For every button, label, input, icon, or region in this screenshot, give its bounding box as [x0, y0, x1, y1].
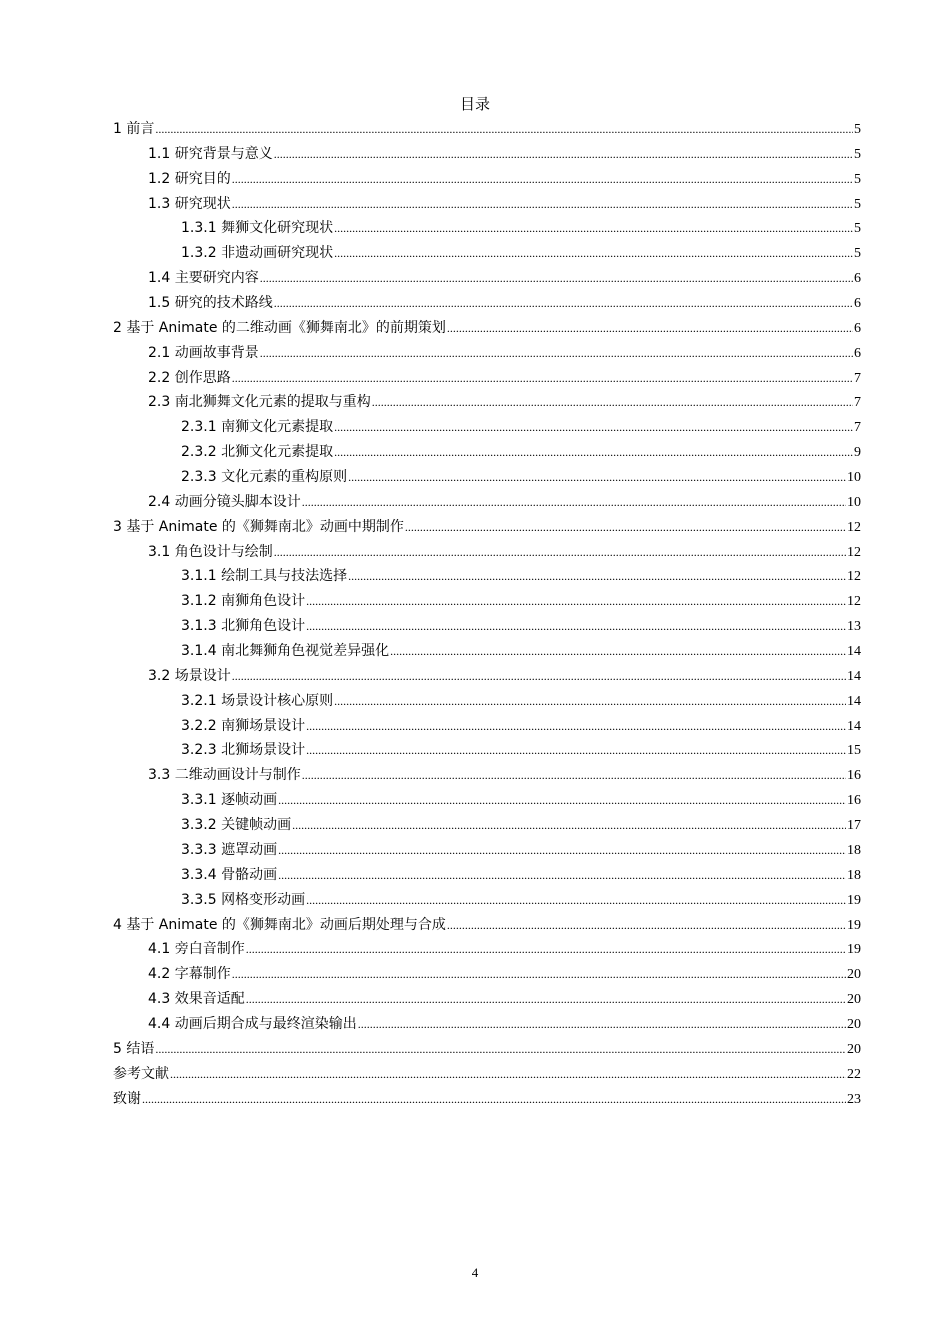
- toc-entry-label: 1 前言: [113, 121, 155, 137]
- toc-entry[interactable]: [113, 266, 861, 291]
- toc-entry[interactable]: [113, 440, 861, 465]
- toc-dot-leader: [260, 341, 853, 366]
- toc-entry[interactable]: [113, 1012, 861, 1037]
- toc-dot-leader: [447, 913, 846, 938]
- toc-dot-leader: [306, 589, 846, 614]
- toc-entry[interactable]: [113, 341, 861, 366]
- toc-entry-page: 10: [847, 470, 861, 486]
- toc-dot-leader: [306, 888, 846, 913]
- toc-entry-page: 6: [854, 271, 861, 287]
- toc-entry-page: 5: [854, 122, 861, 137]
- toc-entry-page: 19: [847, 942, 861, 958]
- toc-entry-label: 3.3.1 逐帧动画: [181, 792, 278, 809]
- toc-entry-page: 9: [854, 445, 861, 461]
- toc-dot-leader: [348, 564, 846, 589]
- toc-entry-page: 5: [854, 246, 861, 262]
- toc-dot-leader: [142, 1087, 846, 1112]
- toc-entry[interactable]: [113, 390, 861, 415]
- toc-entry-label: 1.3.1 舞狮文化研究现状: [181, 220, 334, 237]
- toc-entry[interactable]: [113, 913, 861, 938]
- toc-entry[interactable]: [113, 738, 861, 763]
- table-of-contents: [113, 117, 861, 1111]
- toc-dot-leader: [405, 515, 846, 540]
- toc-entry-label: 2.3.1 南狮文化元素提取: [181, 419, 334, 436]
- toc-dot-leader: [358, 1012, 846, 1037]
- toc-entry[interactable]: [113, 1037, 861, 1062]
- toc-entry-label: 3.3 二维动画设计与制作: [148, 767, 301, 784]
- toc-entry[interactable]: [113, 639, 861, 664]
- toc-entry-page: 7: [854, 395, 861, 411]
- toc-dot-leader: [302, 490, 846, 515]
- toc-entry[interactable]: [113, 192, 861, 217]
- toc-entry-label: 2.1 动画故事背景: [148, 344, 259, 361]
- toc-entry-label: 5 结语: [113, 1040, 155, 1057]
- toc-entry[interactable]: [113, 117, 861, 142]
- toc-entry-label: 4.3 效果音适配: [148, 991, 245, 1008]
- toc-dot-leader: [447, 316, 853, 341]
- toc-entry[interactable]: [113, 291, 861, 316]
- toc-dot-leader: [348, 465, 846, 490]
- toc-entry-label: 3.1.1 绘制工具与技法选择: [181, 568, 348, 585]
- toc-entry[interactable]: [113, 216, 861, 241]
- toc-entry-page: 15: [847, 743, 861, 759]
- toc-entry-label: 2.3.2 北狮文化元素提取: [181, 444, 334, 461]
- toc-entry[interactable]: [113, 589, 861, 614]
- toc-entry[interactable]: [113, 689, 861, 714]
- toc-entry[interactable]: [113, 241, 861, 266]
- toc-entry-page: 14: [847, 718, 861, 734]
- toc-dot-leader: [170, 1062, 846, 1087]
- toc-entry-label: 3.3.2 关键帧动画: [181, 817, 292, 834]
- toc-entry-page: 16: [847, 768, 861, 784]
- toc-entry[interactable]: [113, 515, 861, 540]
- toc-entry-page: 10: [847, 494, 861, 510]
- toc-entry-page: 5: [854, 221, 861, 237]
- toc-entry[interactable]: [113, 614, 861, 639]
- toc-entry-label: 2.2 创作思路: [148, 369, 231, 386]
- toc-dot-leader: [274, 291, 853, 316]
- toc-entry-page: 20: [847, 992, 861, 1008]
- toc-entry-label: 4 基于 Animate 的《狮舞南北》动画后期处理与合成: [113, 916, 446, 933]
- toc-entry[interactable]: [113, 540, 861, 565]
- toc-entry[interactable]: [113, 664, 861, 689]
- toc-entry-page: 20: [847, 1016, 861, 1032]
- toc-entry-label: 2.4 动画分镜头脚本设计: [148, 493, 301, 510]
- toc-entry-page: 20: [847, 1041, 861, 1057]
- toc-entry-page: 5: [854, 171, 861, 187]
- toc-entry[interactable]: [113, 714, 861, 739]
- toc-dot-leader: [155, 1037, 846, 1062]
- toc-dot-leader: [274, 142, 853, 167]
- toc-dot-leader: [232, 664, 846, 689]
- toc-entry[interactable]: [113, 564, 861, 589]
- toc-entry-label: 3.1.2 南狮角色设计: [181, 593, 306, 610]
- toc-entry[interactable]: [113, 316, 861, 341]
- toc-entry[interactable]: [113, 763, 861, 788]
- toc-entry-label: 2.3 南北狮舞文化元素的提取与重构: [148, 394, 371, 411]
- toc-entry-label: 1.1 研究背景与意义: [148, 145, 273, 162]
- toc-entry-label: 3.1 角色设计与绘制: [148, 543, 273, 560]
- toc-entry-page: 19: [847, 892, 861, 908]
- toc-entry-page: 14: [847, 693, 861, 709]
- toc-entry[interactable]: [113, 813, 861, 838]
- toc-entry[interactable]: [113, 987, 861, 1012]
- toc-entry-page: 12: [847, 544, 861, 560]
- toc-dot-leader: [278, 788, 846, 813]
- toc-entry-label: 1.4 主要研究内容: [148, 270, 259, 287]
- toc-entry-label: 3.2.2 南狮场景设计: [181, 717, 306, 734]
- toc-dot-leader: [390, 639, 846, 664]
- toc-dot-leader: [306, 738, 846, 763]
- toc-entry[interactable]: [113, 167, 861, 192]
- toc-dot-leader: [278, 838, 846, 863]
- toc-entry-label: 3.3.4 骨骼动画: [181, 866, 278, 883]
- toc-dot-leader: [302, 763, 846, 788]
- toc-entry-label: 2.3.3 文化元素的重构原则: [181, 469, 348, 486]
- toc-entry-label: 3.3.5 网格变形动画: [181, 891, 306, 908]
- toc-dot-leader: [232, 192, 853, 217]
- toc-dot-leader: [306, 614, 846, 639]
- toc-entry-page: 7: [854, 370, 861, 386]
- toc-dot-leader: [232, 366, 853, 391]
- toc-entry-label: 3.3.3 遮罩动画: [181, 841, 278, 858]
- toc-entry-page: 13: [847, 619, 861, 635]
- toc-entry-page: 7: [854, 420, 861, 436]
- toc-dot-leader: [155, 117, 853, 142]
- toc-dot-leader: [334, 216, 853, 241]
- toc-entry-page: 20: [847, 967, 861, 983]
- toc-entry-label: 3 基于 Animate 的《狮舞南北》动画中期制作: [113, 518, 404, 535]
- toc-dot-leader: [246, 987, 846, 1012]
- toc-dot-leader: [246, 937, 846, 962]
- toc-entry-page: 18: [847, 867, 861, 883]
- toc-entry-page: 12: [847, 594, 861, 610]
- toc-dot-leader: [278, 863, 846, 888]
- toc-entry-label: 4.1 旁白音制作: [148, 941, 245, 958]
- toc-entry-page: 17: [847, 818, 861, 834]
- toc-entry[interactable]: [113, 937, 861, 962]
- toc-entry[interactable]: [113, 838, 861, 863]
- toc-entry-page: 6: [854, 296, 861, 312]
- toc-dot-leader: [334, 241, 853, 266]
- toc-entry-label: 1.3.2 非遗动画研究现状: [181, 245, 334, 262]
- toc-entry-label: 4.4 动画后期合成与最终渲染输出: [148, 1015, 357, 1032]
- toc-dot-leader: [306, 714, 846, 739]
- toc-entry-label: 致谢: [113, 1090, 141, 1107]
- toc-entry-label: 3.2 场景设计: [148, 667, 231, 684]
- toc-entry-label: 4.2 字幕制作: [148, 966, 231, 983]
- toc-entry[interactable]: [113, 366, 861, 391]
- toc-dot-leader: [232, 962, 846, 987]
- toc-entry-label: 3.1.3 北狮角色设计: [181, 618, 306, 635]
- toc-entry-page: 16: [847, 793, 861, 809]
- toc-title: 目录: [459, 95, 490, 113]
- toc-entry-label: 3.2.3 北狮场景设计: [181, 742, 306, 759]
- toc-entry-page: 6: [854, 320, 861, 336]
- toc-entry-page: 22: [847, 1066, 861, 1082]
- toc-entry[interactable]: [113, 465, 861, 490]
- toc-entry-page: 14: [847, 644, 861, 660]
- toc-entry-page: 5: [854, 146, 861, 162]
- toc-entry-page: 23: [847, 1091, 861, 1107]
- toc-entry-page: 19: [847, 917, 861, 933]
- toc-entry-page: 18: [847, 842, 861, 858]
- toc-dot-leader: [232, 167, 853, 192]
- toc-entry[interactable]: [113, 962, 861, 987]
- toc-dot-leader: [274, 540, 846, 565]
- toc-entry-page: 14: [847, 668, 861, 684]
- toc-dot-leader: [292, 813, 846, 838]
- toc-entry[interactable]: [113, 788, 861, 813]
- toc-dot-leader: [334, 689, 846, 714]
- toc-entry-label: 1.5 研究的技术路线: [148, 295, 273, 312]
- toc-entry-page: 6: [854, 345, 861, 361]
- toc-dot-leader: [260, 266, 853, 291]
- toc-entry-label: 3.2.1 场景设计核心原则: [181, 692, 334, 709]
- toc-dot-leader: [334, 415, 853, 440]
- page-number: 4: [471, 1265, 479, 1280]
- toc-entry[interactable]: [113, 1062, 861, 1087]
- toc-entry[interactable]: [113, 142, 861, 167]
- toc-entry-page: 12: [847, 569, 861, 585]
- toc-entry[interactable]: [113, 490, 861, 515]
- toc-entry[interactable]: [113, 863, 861, 888]
- toc-entry-label: 参考文献: [113, 1065, 169, 1082]
- toc-entry-page: 12: [847, 519, 861, 535]
- toc-entry[interactable]: [113, 1087, 861, 1112]
- toc-entry-page: 5: [854, 196, 861, 212]
- toc-entry-label: 2 基于 Animate 的二维动画《狮舞南北》的前期策划: [113, 319, 446, 336]
- toc-dot-leader: [372, 390, 853, 415]
- toc-entry[interactable]: [113, 888, 861, 913]
- toc-dot-leader: [334, 440, 853, 465]
- toc-entry-label: 1.3 研究现状: [148, 195, 231, 212]
- toc-entry-label: 3.1.4 南北舞狮角色视觉差异强化: [181, 643, 390, 660]
- toc-entry[interactable]: [113, 415, 861, 440]
- toc-entry-label: 1.2 研究目的: [148, 170, 231, 187]
